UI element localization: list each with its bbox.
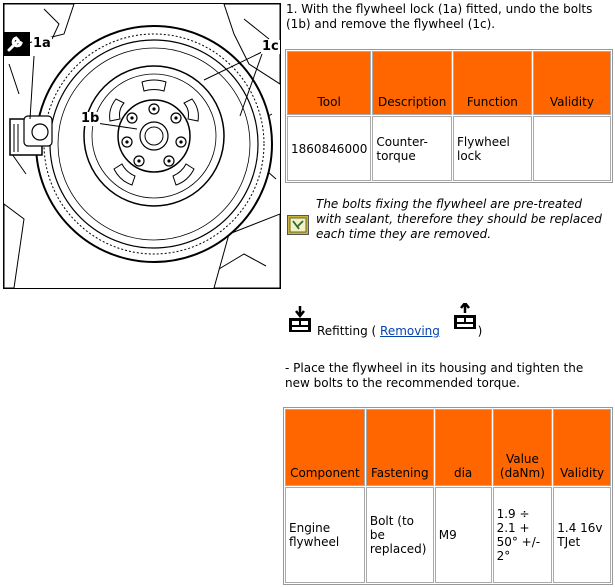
table-row xyxy=(287,116,611,181)
cell-validity xyxy=(533,116,611,181)
refitting-line xyxy=(287,306,527,338)
column-header-fastening: Fastening xyxy=(366,409,434,486)
callout-1a: 1a xyxy=(33,36,51,51)
column-header-validity: Validity xyxy=(533,51,611,115)
refitting-icon xyxy=(287,306,313,339)
column-header-validity: Validity xyxy=(553,409,611,486)
cell-dia: M9 xyxy=(435,487,492,583)
cell-tool: 1860846000 xyxy=(287,116,371,181)
column-header-description: Description xyxy=(372,51,452,115)
removing-icon[interactable] xyxy=(452,303,478,336)
tools-table xyxy=(285,49,613,183)
column-header-value: Value (daNm) xyxy=(493,409,553,486)
flywheel-illustration xyxy=(3,3,281,289)
table-header-row xyxy=(285,409,611,486)
cell-function: Flywheel lock xyxy=(453,116,532,181)
sealant-note: The bolts fixing the flywheel are pre-treated with sealant, therefore they should be replaced each time they are removed. xyxy=(316,197,602,241)
column-header-dia: dia xyxy=(435,409,492,486)
refitting-label: Refitting ( xyxy=(317,324,377,338)
column-header-component: Component xyxy=(285,409,365,486)
refitting-close-paren: ) xyxy=(477,324,483,338)
table-row xyxy=(285,487,611,583)
cell-description: Counter-torque xyxy=(372,116,452,181)
callout-1c: 1c xyxy=(262,39,279,54)
components-table xyxy=(283,407,613,585)
cell-validity: 1.4 16v TJet xyxy=(553,487,611,583)
cell-component: Engine flywheel xyxy=(285,487,365,583)
callout-1b: 1b xyxy=(81,111,100,126)
table-header-row xyxy=(287,51,611,115)
removing-link[interactable]: Removing xyxy=(380,324,440,338)
note-icon xyxy=(287,215,309,235)
place-instruction: - Place the flywheel in its housing and tighten the new bolts to the recommended torque. xyxy=(285,361,584,390)
wrench-icon xyxy=(4,32,30,56)
cell-value: 1.9 ÷ 2.1 + 50° +/- 2° xyxy=(493,487,553,583)
step-instruction: 1. With the flywheel lock (1a) fitted, undo the bolts (1b) and remove the flywheel (1c). xyxy=(286,2,593,31)
column-header-function: Function xyxy=(453,51,532,115)
column-header-tool: Tool xyxy=(287,51,371,115)
cell-fastening: Bolt (to be replaced) xyxy=(366,487,434,583)
